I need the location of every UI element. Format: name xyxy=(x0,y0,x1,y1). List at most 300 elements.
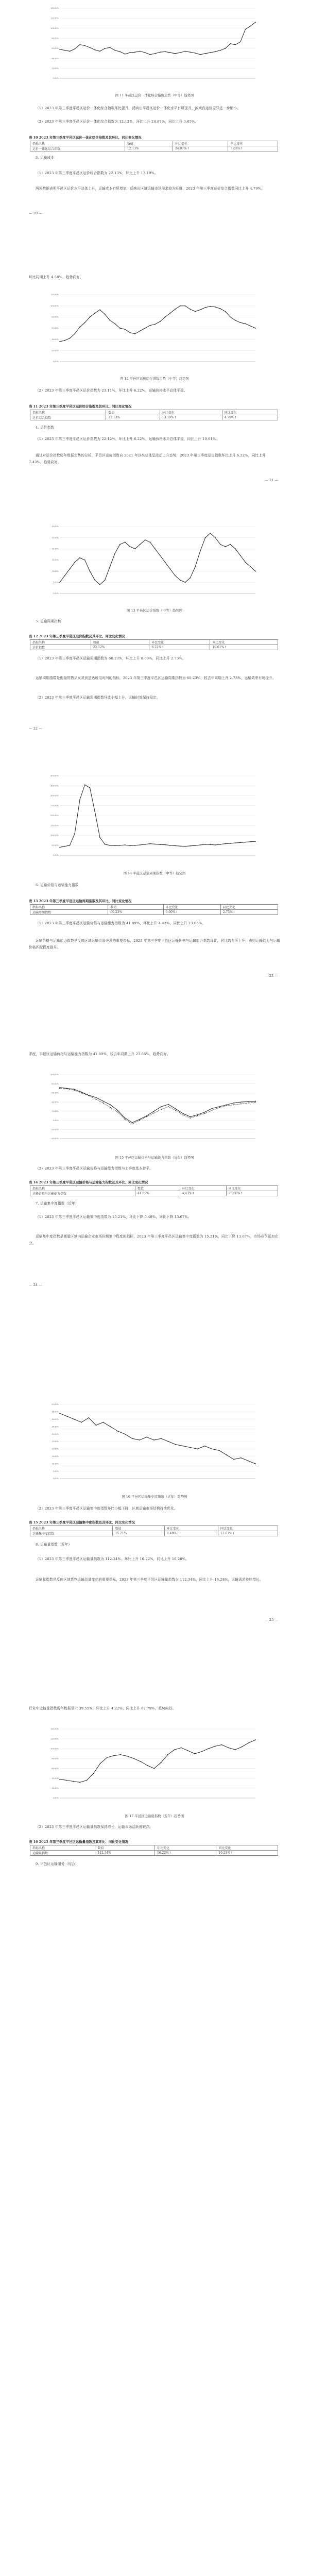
y-tick-label: 20.00% xyxy=(52,67,59,70)
table-cell: 15.21% xyxy=(113,1531,164,1536)
data-point xyxy=(233,1105,234,1106)
table-cell: 6.22%↑ xyxy=(149,645,210,650)
data-point xyxy=(81,1093,82,1094)
data-point xyxy=(90,571,91,572)
data-point xyxy=(95,1099,96,1100)
data-point xyxy=(221,1744,222,1745)
data-point xyxy=(210,306,211,307)
table-cell: 112.34% xyxy=(95,1851,155,1856)
line-chart-15 xyxy=(47,1072,259,1149)
y-tick-label: 15.00% xyxy=(52,559,59,562)
data-point xyxy=(235,548,236,549)
data-point xyxy=(79,557,80,558)
data-point xyxy=(134,52,135,53)
figure-caption: 图 13 平邑区运价指数（中等）趋势图 xyxy=(126,608,183,613)
data-point xyxy=(190,845,191,846)
table-header-row xyxy=(30,1526,278,1531)
data-point xyxy=(255,1463,256,1464)
data-point xyxy=(110,1107,111,1108)
data-point xyxy=(64,340,65,341)
data-point xyxy=(175,845,176,846)
section-heading: 3. 运输成本 xyxy=(36,156,55,160)
data-point xyxy=(140,544,141,545)
data-point xyxy=(204,1113,205,1114)
y-tick-label: 100.00% xyxy=(50,1074,59,1076)
data-point xyxy=(226,1105,227,1106)
data-point xyxy=(160,52,161,53)
data-point xyxy=(240,41,241,42)
table-header-cell: 环比变化 xyxy=(154,1845,216,1851)
data-point xyxy=(175,1109,176,1110)
y-tick-label: 50.00% xyxy=(52,844,59,846)
data-point xyxy=(182,1446,183,1447)
data-point xyxy=(105,580,106,581)
data-point xyxy=(255,22,256,23)
y-tick-label: 0.00% xyxy=(53,592,59,595)
data-point xyxy=(240,555,241,556)
series-line xyxy=(60,22,255,55)
data-point xyxy=(245,323,246,324)
paragraph: 两项数据表明平邑区运价水平总体上升，运输成本有所增加，反映出区域运输市场需求较为旺盛，2023 年第三季度运价综合指数同比上升 4.79%。 xyxy=(36,187,265,191)
y-tick-label: 120.00% xyxy=(50,17,59,20)
table-cell: 22.12% xyxy=(91,645,149,650)
data-point xyxy=(139,1439,140,1440)
table-cell: 0.60%↑ xyxy=(163,910,220,915)
data-point xyxy=(248,1101,249,1102)
data-point xyxy=(182,1113,183,1114)
data-point xyxy=(146,1115,147,1116)
data-point xyxy=(81,1422,82,1423)
data-point xyxy=(154,844,156,845)
data-point xyxy=(114,845,115,846)
page-number: — 25 — xyxy=(265,1618,278,1622)
table-header-cell: 指标名称 xyxy=(30,1845,95,1851)
data-point xyxy=(230,544,231,545)
data-point xyxy=(134,845,135,846)
data-point xyxy=(95,1425,96,1426)
data-point xyxy=(230,316,231,317)
y-tick-label: 40.00% xyxy=(52,1101,59,1104)
data-table xyxy=(30,410,278,420)
data-point xyxy=(205,307,206,308)
y-tick-label: 20.00% xyxy=(52,349,59,352)
section-heading: 9. 平邑区运输服务（综合） xyxy=(36,1862,79,1866)
table-header-cell: 指标名称 xyxy=(30,1186,135,1191)
y-tick-label: 40.00% xyxy=(52,338,59,341)
data-point xyxy=(255,328,256,329)
data-point xyxy=(134,333,135,334)
page-number: — 22 — xyxy=(29,726,42,731)
data-point xyxy=(127,1756,128,1757)
data-point xyxy=(100,1763,101,1764)
data-point xyxy=(185,582,186,583)
data-point xyxy=(167,1754,168,1755)
data-point xyxy=(114,50,115,51)
table-cell: 10.61%↑ xyxy=(210,645,278,650)
y-tick-label: 20.00% xyxy=(52,1448,59,1450)
table-cell: 41.89% xyxy=(135,1191,180,1196)
y-tick-label: 150.00% xyxy=(50,824,59,827)
table-header-cell: 指标名称 xyxy=(30,1526,113,1531)
data-point xyxy=(212,1449,213,1450)
data-point xyxy=(160,321,161,322)
table-cell: 22.13% xyxy=(106,415,160,420)
data-point xyxy=(175,575,176,576)
y-tick-label: 40.00% xyxy=(52,1777,59,1780)
data-point xyxy=(230,843,231,844)
y-tick-label: 35.00% xyxy=(52,1426,59,1428)
data-point xyxy=(228,1747,229,1748)
data-point xyxy=(59,49,60,50)
data-point xyxy=(59,582,60,583)
data-point xyxy=(154,1768,155,1769)
data-point xyxy=(117,1110,118,1111)
table-caption: 表 12 2023 年第三季度平邑区运价指数及其环比、同比变化情况 xyxy=(29,634,125,638)
series-line xyxy=(60,785,255,847)
data-point xyxy=(219,1450,220,1451)
table-header-cell: 环比变化 xyxy=(180,1186,226,1191)
data-point xyxy=(225,311,226,312)
table-row xyxy=(30,645,278,650)
y-tick-label: 250.00% xyxy=(50,804,59,807)
page-number: — 21 — xyxy=(265,478,278,482)
y-tick-label: 40.00% xyxy=(52,1418,59,1420)
section-heading: 4. 运价指数 xyxy=(36,426,55,430)
data-point xyxy=(255,1739,256,1740)
data-point xyxy=(130,332,131,333)
table-row xyxy=(30,910,278,915)
line-chart-14 xyxy=(47,773,259,866)
paragraph: 环比同期上升 4.58%，趋势向好。 xyxy=(29,275,83,279)
table-cell: 24.87%↑ xyxy=(173,146,228,151)
data-point xyxy=(146,1436,147,1437)
data-point xyxy=(212,1110,213,1111)
paragraph: 运输价格与运输能力指数是反映区域运输供需关系的重要指标，2023 年第三季度平邑区运输价格与运输能力指数环比、同比均有所上升，表明运输能力与运输价格匹配程度提升。 xyxy=(29,939,281,950)
y-tick-label: 40.00% xyxy=(52,57,59,60)
data-point xyxy=(140,1761,141,1762)
data-point xyxy=(240,322,241,323)
data-point xyxy=(110,1105,111,1106)
data-point xyxy=(110,320,111,321)
data-point xyxy=(250,566,251,567)
paragraph: （1）2023 年第三季度平邑区运输量指数为 112.34%，环比上升 16.22%，同比上升 16.28%。 xyxy=(36,1557,190,1561)
data-point xyxy=(205,844,206,845)
data-point xyxy=(84,322,85,323)
y-tick-label: 120.00% xyxy=(50,1738,59,1740)
data-point xyxy=(110,47,111,48)
data-point xyxy=(99,837,100,838)
paragraph: （1）2023 年第三季度平邑区运价综合指数为 22.13%，环比上升 13.19%。 xyxy=(36,171,158,175)
data-point xyxy=(79,799,80,800)
table-header-cell: 指标名称 xyxy=(30,141,125,146)
data-point xyxy=(125,1117,126,1118)
data-point xyxy=(180,306,181,307)
data-point xyxy=(248,1742,249,1743)
data-point xyxy=(205,53,206,54)
paragraph: （1）2023 年第三季度平邑区运输集中度指数为 15.21%，环比下降 0.48%，同比下降 13.67%。 xyxy=(36,1215,192,1219)
data-point xyxy=(248,1103,249,1104)
series-line xyxy=(60,1413,255,1464)
data-point xyxy=(248,1461,249,1462)
data-point xyxy=(190,1117,191,1118)
page-number: — 23 — xyxy=(265,974,278,978)
table-cell: 0.48%↓ xyxy=(164,1531,218,1536)
data-point xyxy=(185,846,186,847)
data-point xyxy=(94,580,95,581)
table-header-cell: 数值 xyxy=(108,905,163,910)
data-point xyxy=(161,1109,162,1110)
table-header-row xyxy=(30,1186,278,1191)
data-point xyxy=(181,1747,182,1748)
y-tick-label: 0.00% xyxy=(53,361,59,363)
data-point xyxy=(255,1101,256,1103)
y-tick-label: 140.00% xyxy=(50,1728,59,1731)
line-chart-11 xyxy=(47,5,259,89)
data-point xyxy=(180,580,181,581)
data-point xyxy=(241,1104,242,1105)
data-point xyxy=(147,1765,148,1766)
y-tick-label: 60.00% xyxy=(52,47,59,49)
data-point xyxy=(74,562,75,563)
data-point xyxy=(214,1746,215,1747)
table-cell: 3.65%↑ xyxy=(228,146,278,151)
paragraph: （2）2023 年第三季度平邑区运输集中度指数环比小幅下降，区域运输市场结构持续优化。 xyxy=(36,1506,178,1511)
table-header-cell: 同比变化 xyxy=(222,410,278,415)
figure-caption: 图 12 平邑区运价综合指数走势（中等）趋势图 xyxy=(120,377,189,381)
figure-caption: 图 14 平邑区运输周期指数（中等）趋势图 xyxy=(123,871,186,875)
data-point xyxy=(73,1781,74,1782)
data-point xyxy=(114,553,115,554)
y-tick-label: 30.00% xyxy=(52,1433,59,1435)
data-point xyxy=(195,53,196,54)
data-point xyxy=(99,584,100,585)
data-point xyxy=(133,1758,134,1759)
y-tick-label: -40.00% xyxy=(51,1138,59,1140)
y-tick-label: 5.00% xyxy=(53,1470,59,1472)
paragraph: （2）2023 年第三季度平邑区运输量指数保持增长，运输市场活跃度较高。 xyxy=(36,1825,153,1829)
data-point xyxy=(168,1106,169,1107)
data-point xyxy=(225,48,226,49)
data-point xyxy=(64,846,65,847)
data-point xyxy=(195,845,196,846)
table-header-cell: 同比变化 xyxy=(210,640,278,645)
data-point xyxy=(110,1426,111,1427)
figure-caption: 图 11 平邑区运价一体化综合指数走势（中等）趋势图 xyxy=(115,93,194,97)
data-point xyxy=(242,1747,243,1748)
data-point xyxy=(125,1434,126,1435)
section-heading: 8. 运输量指数（近年） xyxy=(36,1543,72,1547)
data-point xyxy=(200,844,201,845)
data-point xyxy=(153,1439,154,1440)
paragraph: （1）2023 年第三季度平邑区运输价格与运输能力指数为 41.89%，环比上升 4.43%，同比上升 23.66%。 xyxy=(36,921,205,925)
table-cell: 16.28%↑ xyxy=(216,1851,278,1856)
data-point xyxy=(125,1119,126,1120)
data-point xyxy=(149,843,150,844)
y-tick-label: 120.00% xyxy=(50,294,59,296)
data-point xyxy=(154,548,156,549)
data-point xyxy=(74,48,75,49)
data-point xyxy=(117,1112,118,1113)
data-point xyxy=(190,52,191,53)
data-point xyxy=(169,313,170,314)
data-point xyxy=(81,1092,82,1093)
data-point xyxy=(64,50,65,51)
line-chart-17 xyxy=(47,1726,259,1808)
y-tick-label: 25.00% xyxy=(52,1440,59,1443)
data-point xyxy=(70,845,71,846)
data-point xyxy=(241,1101,242,1103)
data-point xyxy=(190,309,191,310)
data-point xyxy=(119,51,121,52)
y-tick-label: 25.00% xyxy=(52,536,59,539)
y-tick-label: 150.00% xyxy=(50,7,59,10)
table-cell: 12.13% xyxy=(125,146,173,151)
data-table xyxy=(30,1526,278,1536)
data-point xyxy=(132,1438,133,1439)
data-point xyxy=(145,539,146,540)
data-point xyxy=(169,845,170,846)
table-cell: 运价一体化综合指数 xyxy=(30,146,125,151)
data-point xyxy=(185,306,186,307)
paragraph: 行业中运输量指数历年数据显示 39.55%，环比上升 4.22%，同比上升 67.79%，趋势向好。 xyxy=(29,1706,176,1710)
paragraph: 季度，平邑区运输价格与运输能力指数为 41.89%，较去年同期上升 23.66%，趋势向好。 xyxy=(29,1052,170,1056)
y-tick-label: 10.00% xyxy=(52,570,59,572)
y-tick-label: 100.00% xyxy=(50,27,59,30)
series-line xyxy=(60,306,255,342)
table-header-cell: 数值 xyxy=(135,1186,180,1191)
y-tick-label: 10.00% xyxy=(52,1463,59,1465)
data-point xyxy=(245,842,246,843)
paragraph: 运输量指数是反映区域货物运输总量变化的重要指标，2023 年第三季度平邑区运输量指数为 112.34%，同比上升 16.28%，运输需求持续增长。 xyxy=(36,1578,263,1582)
data-table xyxy=(30,639,278,650)
y-tick-label: 300.00% xyxy=(50,794,59,797)
paragraph: （1）2023 年第三季度平邑区运价一体化综合指数环比提升，反映出平邑区运价一体化水平有所提升，区域内运价差异进一步缩小。 xyxy=(36,106,241,110)
data-point xyxy=(250,841,251,842)
data-point xyxy=(105,844,106,845)
data-point xyxy=(197,1114,198,1115)
y-tick-label: 350.00% xyxy=(50,785,59,787)
data-point xyxy=(185,51,186,52)
data-point xyxy=(204,1446,205,1447)
data-point xyxy=(169,52,170,53)
data-point xyxy=(160,555,161,556)
line-chart-13 xyxy=(47,523,259,604)
data-point xyxy=(241,1458,242,1459)
table-header-cell: 数值 xyxy=(113,1526,164,1531)
y-tick-label: 20.00% xyxy=(52,1110,59,1113)
chart-figure-14 xyxy=(47,773,259,866)
data-point xyxy=(174,1749,175,1750)
data-point xyxy=(161,1106,162,1107)
table-header-cell: 同比变化 xyxy=(226,1186,278,1191)
y-tick-label: 15.00% xyxy=(52,1455,59,1458)
data-point xyxy=(110,566,111,567)
y-tick-label: 60.00% xyxy=(52,1092,59,1094)
data-point xyxy=(59,341,60,342)
table-header-row xyxy=(30,1845,278,1851)
y-tick-label: 50.00% xyxy=(52,1403,59,1406)
data-point xyxy=(99,51,100,52)
data-point xyxy=(140,331,141,332)
data-point xyxy=(240,842,241,843)
data-point xyxy=(149,54,150,55)
data-point xyxy=(95,1097,96,1098)
data-point xyxy=(110,845,111,846)
table-cell: 2.73%↑ xyxy=(220,910,278,915)
data-point xyxy=(197,1115,198,1116)
data-point xyxy=(113,1755,114,1756)
table-row xyxy=(30,1851,278,1856)
data-point xyxy=(235,842,236,843)
page-number: — 20 — xyxy=(29,211,42,215)
chart-figure-13 xyxy=(47,523,259,604)
y-tick-label: 5.00% xyxy=(53,581,59,584)
data-point xyxy=(187,1750,188,1751)
y-tick-label: 30.00% xyxy=(52,526,59,528)
table-cell: 运输集中度指数 xyxy=(30,1531,113,1536)
paragraph: （2）2023 年第三季度平邑区运价指数为 23.11%，环比上升 6.22%，运输价格水平总体平稳。 xyxy=(36,388,187,393)
data-point xyxy=(200,309,201,310)
paragraph: 6. 运输价格与运输能力指数 xyxy=(36,883,79,887)
data-point xyxy=(74,333,75,334)
paragraph: 运输周期指数是衡量货物从发货到送达所用时间的指标，2023 年第三季度平邑区运输周期指数为 60.23%，较去年同期上升 2.73%，运输效率有所提升。 xyxy=(36,676,276,680)
table-caption: 表 11 2023 年第三季度平邑区运价综合指数及其环比、同比变化情况 xyxy=(29,404,132,409)
data-point xyxy=(175,1444,176,1445)
data-point xyxy=(130,546,131,547)
table-row xyxy=(30,1531,278,1536)
data-point xyxy=(215,51,216,52)
data-point xyxy=(99,309,100,310)
chart-figure-12 xyxy=(47,292,259,372)
data-point xyxy=(130,52,131,53)
data-point xyxy=(220,844,221,845)
data-point xyxy=(175,1110,176,1111)
data-point xyxy=(64,575,65,576)
chart-figure-15 xyxy=(47,1072,259,1149)
data-point xyxy=(79,44,80,45)
data-point xyxy=(84,560,85,561)
data-point xyxy=(200,551,201,552)
table-cell: 60.23% xyxy=(108,910,163,915)
data-point xyxy=(230,43,231,44)
data-point xyxy=(226,1105,227,1106)
data-point xyxy=(74,833,75,834)
table-cell: 13.19%↑ xyxy=(160,415,222,420)
paragraph: （2）2023 年第三季度平邑区运输周期指数环比小幅上升，运输时效保持稳定。 xyxy=(36,696,160,700)
data-point xyxy=(160,844,161,845)
table-header-cell: 指标名称 xyxy=(30,905,108,910)
y-tick-label: 60.00% xyxy=(52,327,59,330)
table-header-cell: 同比变化 xyxy=(218,1526,278,1531)
figure-caption: 图 15 平邑区运输价格与运输能力指数（近年）趋势图 xyxy=(115,1156,194,1160)
data-point xyxy=(134,548,135,549)
table-header-cell: 环比变化 xyxy=(163,905,220,910)
data-point xyxy=(90,787,91,788)
data-point xyxy=(153,1113,154,1114)
data-point xyxy=(140,844,141,845)
data-point xyxy=(201,1751,202,1752)
series-line xyxy=(60,1740,255,1782)
data-point xyxy=(130,845,131,846)
data-point xyxy=(120,1754,121,1755)
figure-caption: 图 16 平邑区运输集中度指数（近年）趋势图 xyxy=(122,1495,187,1499)
data-point xyxy=(125,541,126,543)
table-header-cell: 环比变化 xyxy=(164,1526,218,1531)
chart-figure-16 xyxy=(47,1401,259,1489)
table-row xyxy=(30,415,278,420)
data-point xyxy=(125,54,126,55)
data-point xyxy=(255,1100,256,1101)
